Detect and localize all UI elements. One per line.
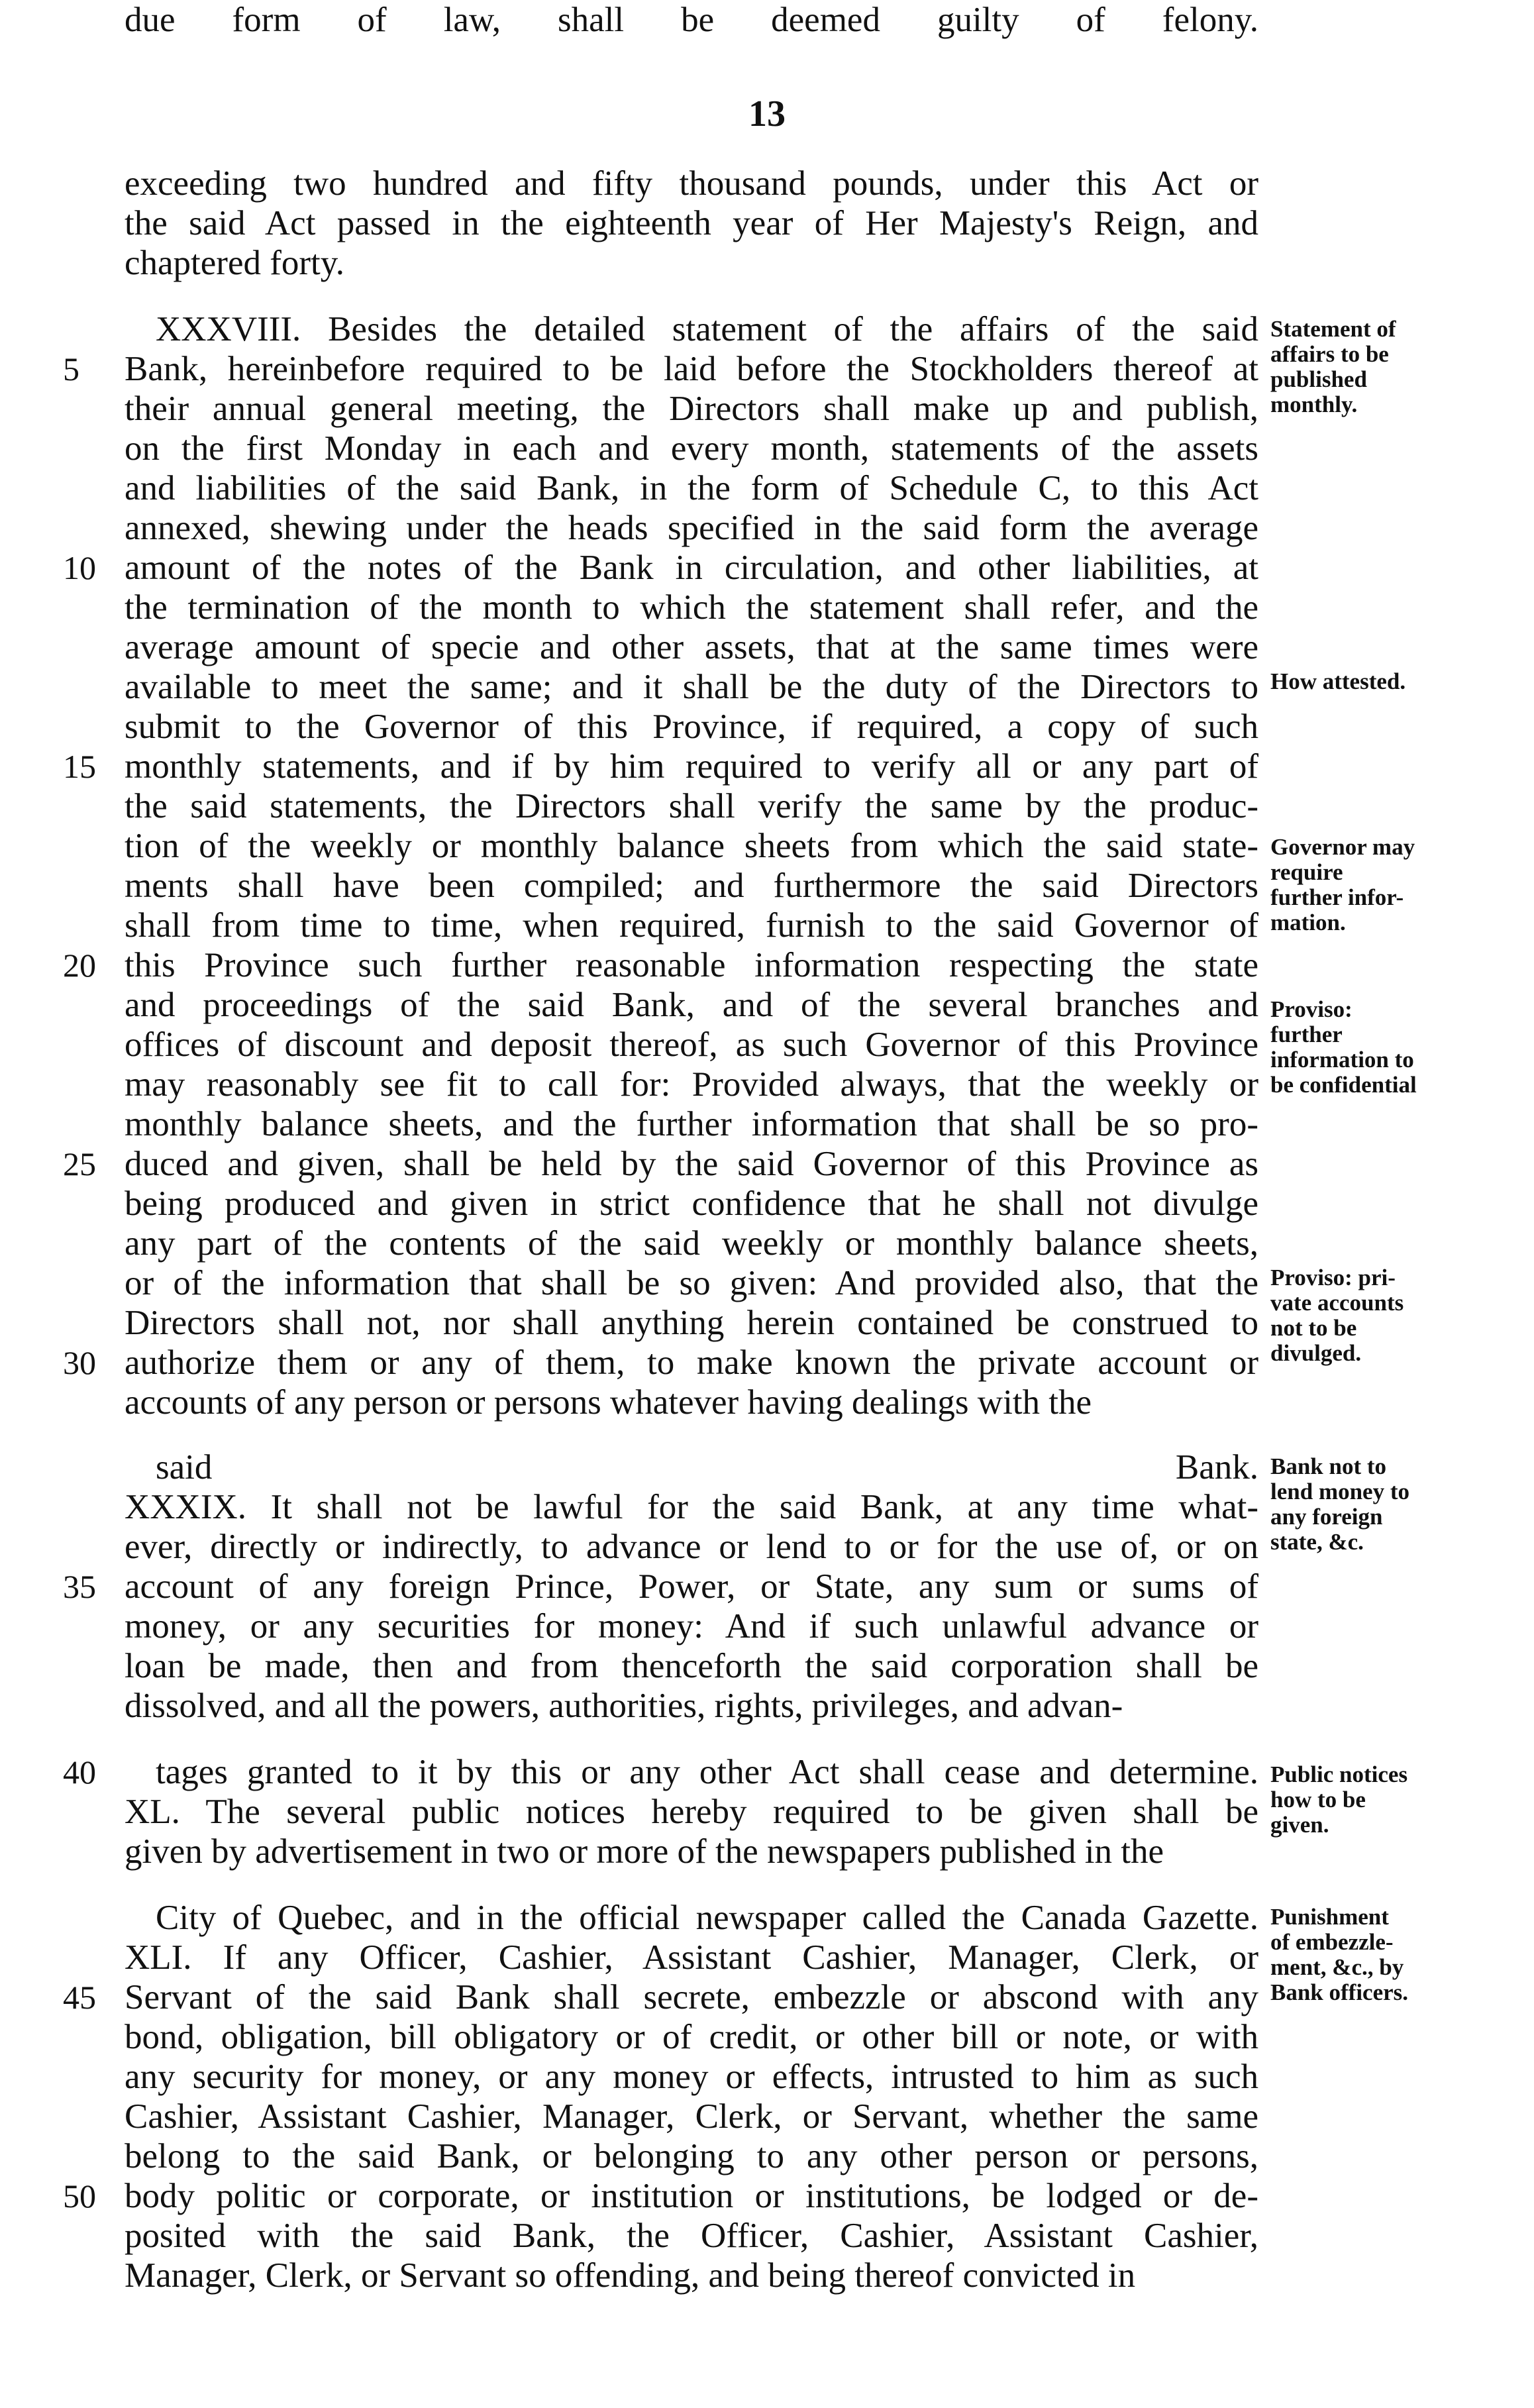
- line-number: 40: [63, 1754, 96, 1791]
- text-line: being produced and given in strict confidence that he shall not divulge: [125, 1184, 1258, 1223]
- marginal-note-line: any foreign: [1270, 1504, 1383, 1530]
- marginal-note-line: Proviso: pri-: [1270, 1265, 1396, 1290]
- text-line: accounts of any person or persons whatever having dealings with the: [125, 1383, 1092, 1422]
- marginal-note: [1270, 1762, 1525, 1838]
- line-number: 30: [63, 1344, 96, 1381]
- text-line: XXXIX. It shall not be lawful for the said Bank, at any time what-: [125, 1488, 1258, 1526]
- text-line: body politic or corporate, or institution or institutions, be lodged or de-: [125, 2177, 1258, 2215]
- text-line: exceeding two hundred and fifty thousand pounds, under this Act or: [125, 164, 1258, 203]
- text-line: monthly balance sheets, and the further information that shall be so pro-: [125, 1105, 1258, 1143]
- text-line: chaptered forty.: [125, 244, 345, 282]
- text-line: Directors shall not, nor shall anything herein contained be construed to: [125, 1304, 1258, 1342]
- marginal-note-line: of embezzle-: [1270, 1929, 1394, 1955]
- marginal-note-line: divulged.: [1270, 1340, 1362, 1366]
- text-line: the said statements, the Directors shall verify the same by the produc-: [125, 787, 1258, 825]
- text-line: this Province such further reasonable information respecting the state: [125, 946, 1258, 984]
- line-number: 5: [63, 350, 79, 388]
- text-line: amount of the notes of the Bank in circulation, and other liabilities, at: [125, 549, 1258, 587]
- marginal-note-line: be confidential: [1270, 1072, 1417, 1098]
- marginal-note-line: how to be: [1270, 1787, 1366, 1812]
- text-line: their annual general meeting, the Directors shall make up and publish,: [125, 390, 1258, 428]
- text-line: annexed, shewing under the heads specified in the said form the average: [125, 509, 1258, 547]
- text-line: loan be made, then and from thenceforth the said corporation shall be: [125, 1647, 1258, 1685]
- text-line: monthly statements, and if by him required to verify all or any part of: [125, 747, 1258, 786]
- text-line: may reasonably see fit to call for: Provided always, that the weekly or: [125, 1065, 1258, 1104]
- marginal-note: [1270, 317, 1525, 417]
- line-number: 50: [63, 2177, 96, 2215]
- marginal-note: [1270, 1905, 1525, 2005]
- text-line: duced and given, shall be held by the said Governor of this Province as: [125, 1145, 1258, 1183]
- text-line: offices of discount and deposit thereof, as such Governor of this Province: [125, 1025, 1258, 1064]
- text-line: shall from time to time, when required, furnish to the said Governor of: [125, 906, 1258, 945]
- marginal-note-line: require: [1270, 859, 1343, 885]
- text-line: due form of law, shall be deemed guilty of felony.: [125, 1, 1258, 39]
- text-line: Cashier, Assistant Cashier, Manager, Clerk, or Servant, whether the same: [125, 2097, 1258, 2136]
- text-line: the termination of the month to which the statement shall refer, and the: [125, 588, 1258, 627]
- marginal-note: [1270, 1265, 1525, 1366]
- text-line: bond, obligation, bill obligatory or of credit, or other bill or note, or with: [125, 2018, 1258, 2056]
- marginal-note-line: state, &c.: [1270, 1529, 1364, 1555]
- marginal-note-line: Statement of: [1270, 316, 1396, 342]
- marginal-note-line: further: [1270, 1021, 1343, 1047]
- text-line: dissolved, and all the powers, authorities, rights, privileges, and advan-: [125, 1687, 1123, 1725]
- text-line: Bank, hereinbefore required to be laid before the Stockholders thereof at: [125, 350, 1258, 388]
- text-line: Manager, Clerk, or Servant so offending, and being thereof convicted in: [125, 2256, 1136, 2295]
- text-line: posited with the said Bank, the Officer, Cashier, Assistant Cashier,: [125, 2217, 1258, 2255]
- text-line: XL. The several public notices hereby required to be given shall be: [125, 1793, 1258, 1831]
- line-number: 15: [63, 748, 96, 785]
- text-line: belong to the said Bank, or belonging to any other person or persons,: [125, 2137, 1258, 2175]
- text-line: given by advertisement in two or more of the newspapers published in the: [125, 1832, 1164, 1871]
- text-line: average amount of specie and other assets, that at the same times were: [125, 628, 1258, 666]
- text-line: the said Act passed in the eighteenth year of Her Majesty's Reign, and: [125, 204, 1258, 242]
- text-line: available to meet the same; and it shall be the duty of the Directors to: [125, 668, 1258, 706]
- text-line: tion of the weekly or monthly balance sheets from which the said state-: [125, 827, 1258, 865]
- marginal-note-line: affairs to be: [1270, 341, 1389, 367]
- marginal-note-line: information to: [1270, 1047, 1414, 1073]
- line-number: 25: [63, 1145, 96, 1182]
- text-line: and proceedings of the said Bank, and of the several branches and: [125, 986, 1258, 1024]
- text-line: or of the information that shall be so given: And provided also, that the: [125, 1264, 1258, 1302]
- marginal-note-line: Public notices: [1270, 1761, 1408, 1787]
- marginal-note-line: not to be: [1270, 1315, 1357, 1341]
- marginal-note: [1270, 835, 1525, 935]
- marginal-note: [1270, 669, 1525, 694]
- marginal-note-line: monthly.: [1270, 392, 1358, 417]
- page-number: 13: [748, 93, 786, 134]
- text-line: money, or any securities for money: And if such unlawful advance or: [125, 1607, 1258, 1646]
- text-line: said Bank.: [156, 1448, 1258, 1487]
- marginal-note-line: ment, &c., by: [1270, 1954, 1404, 1980]
- marginal-note-line: Proviso:: [1270, 996, 1353, 1022]
- marginal-note-line: published: [1270, 366, 1367, 392]
- line-number: 20: [63, 947, 96, 984]
- marginal-note-line: How attested.: [1270, 668, 1406, 694]
- text-line: account of any foreign Prince, Power, or State, any sum or sums of: [125, 1567, 1258, 1606]
- marginal-note-line: Governor may: [1270, 834, 1415, 860]
- text-line: any part of the contents of the said weekly or monthly balance sheets,: [125, 1224, 1258, 1263]
- text-line: on the first Monday in each and every month, statements of the assets: [125, 429, 1258, 468]
- text-line: ever, directly or indirectly, to advance or lend to or for the use of, or on: [125, 1528, 1258, 1566]
- text-line: and liabilities of the said Bank, in the form of Schedule C, to this Act: [125, 469, 1258, 507]
- marginal-note-line: mation.: [1270, 910, 1346, 935]
- marginal-note: [1270, 997, 1525, 1098]
- marginal-note-line: Bank officers.: [1270, 1979, 1409, 2005]
- text-line: submit to the Governor of this Province, if required, a copy of such: [125, 707, 1258, 746]
- line-number: 35: [63, 1568, 96, 1605]
- marginal-note-line: Punishment: [1270, 1904, 1389, 1930]
- text-line: tages granted to it by this or any other Act shall cease and determine.: [156, 1753, 1258, 1791]
- marginal-note-line: further infor-: [1270, 884, 1404, 910]
- marginal-note-line: vate accounts: [1270, 1290, 1404, 1316]
- marginal-note-line: lend money to: [1270, 1479, 1409, 1504]
- text-line: ments shall have been compiled; and furthermore the said Directors: [125, 866, 1258, 905]
- marginal-note-line: Bank not to: [1270, 1453, 1387, 1479]
- line-number: 45: [63, 1979, 96, 2016]
- marginal-note-line: given.: [1270, 1812, 1329, 1838]
- text-line: authorize them or any of them, to make known the private account or: [125, 1343, 1258, 1382]
- text-line: any security for money, or any money or effects, intrusted to him as such: [125, 2058, 1258, 2096]
- marginal-note: [1270, 1454, 1525, 1555]
- text-line: XXXVIII. Besides the detailed statement of the affairs of the said: [156, 310, 1258, 348]
- text-line: City of Quebec, and in the official newspaper called the Canada Gazette.: [156, 1899, 1258, 1937]
- line-number: 10: [63, 549, 96, 586]
- text-line: Servant of the said Bank shall secrete, embezzle or abscond with any: [125, 1978, 1258, 2016]
- text-line: XLI. If any Officer, Cashier, Assistant Cashier, Manager, Clerk, or: [125, 1938, 1258, 1977]
